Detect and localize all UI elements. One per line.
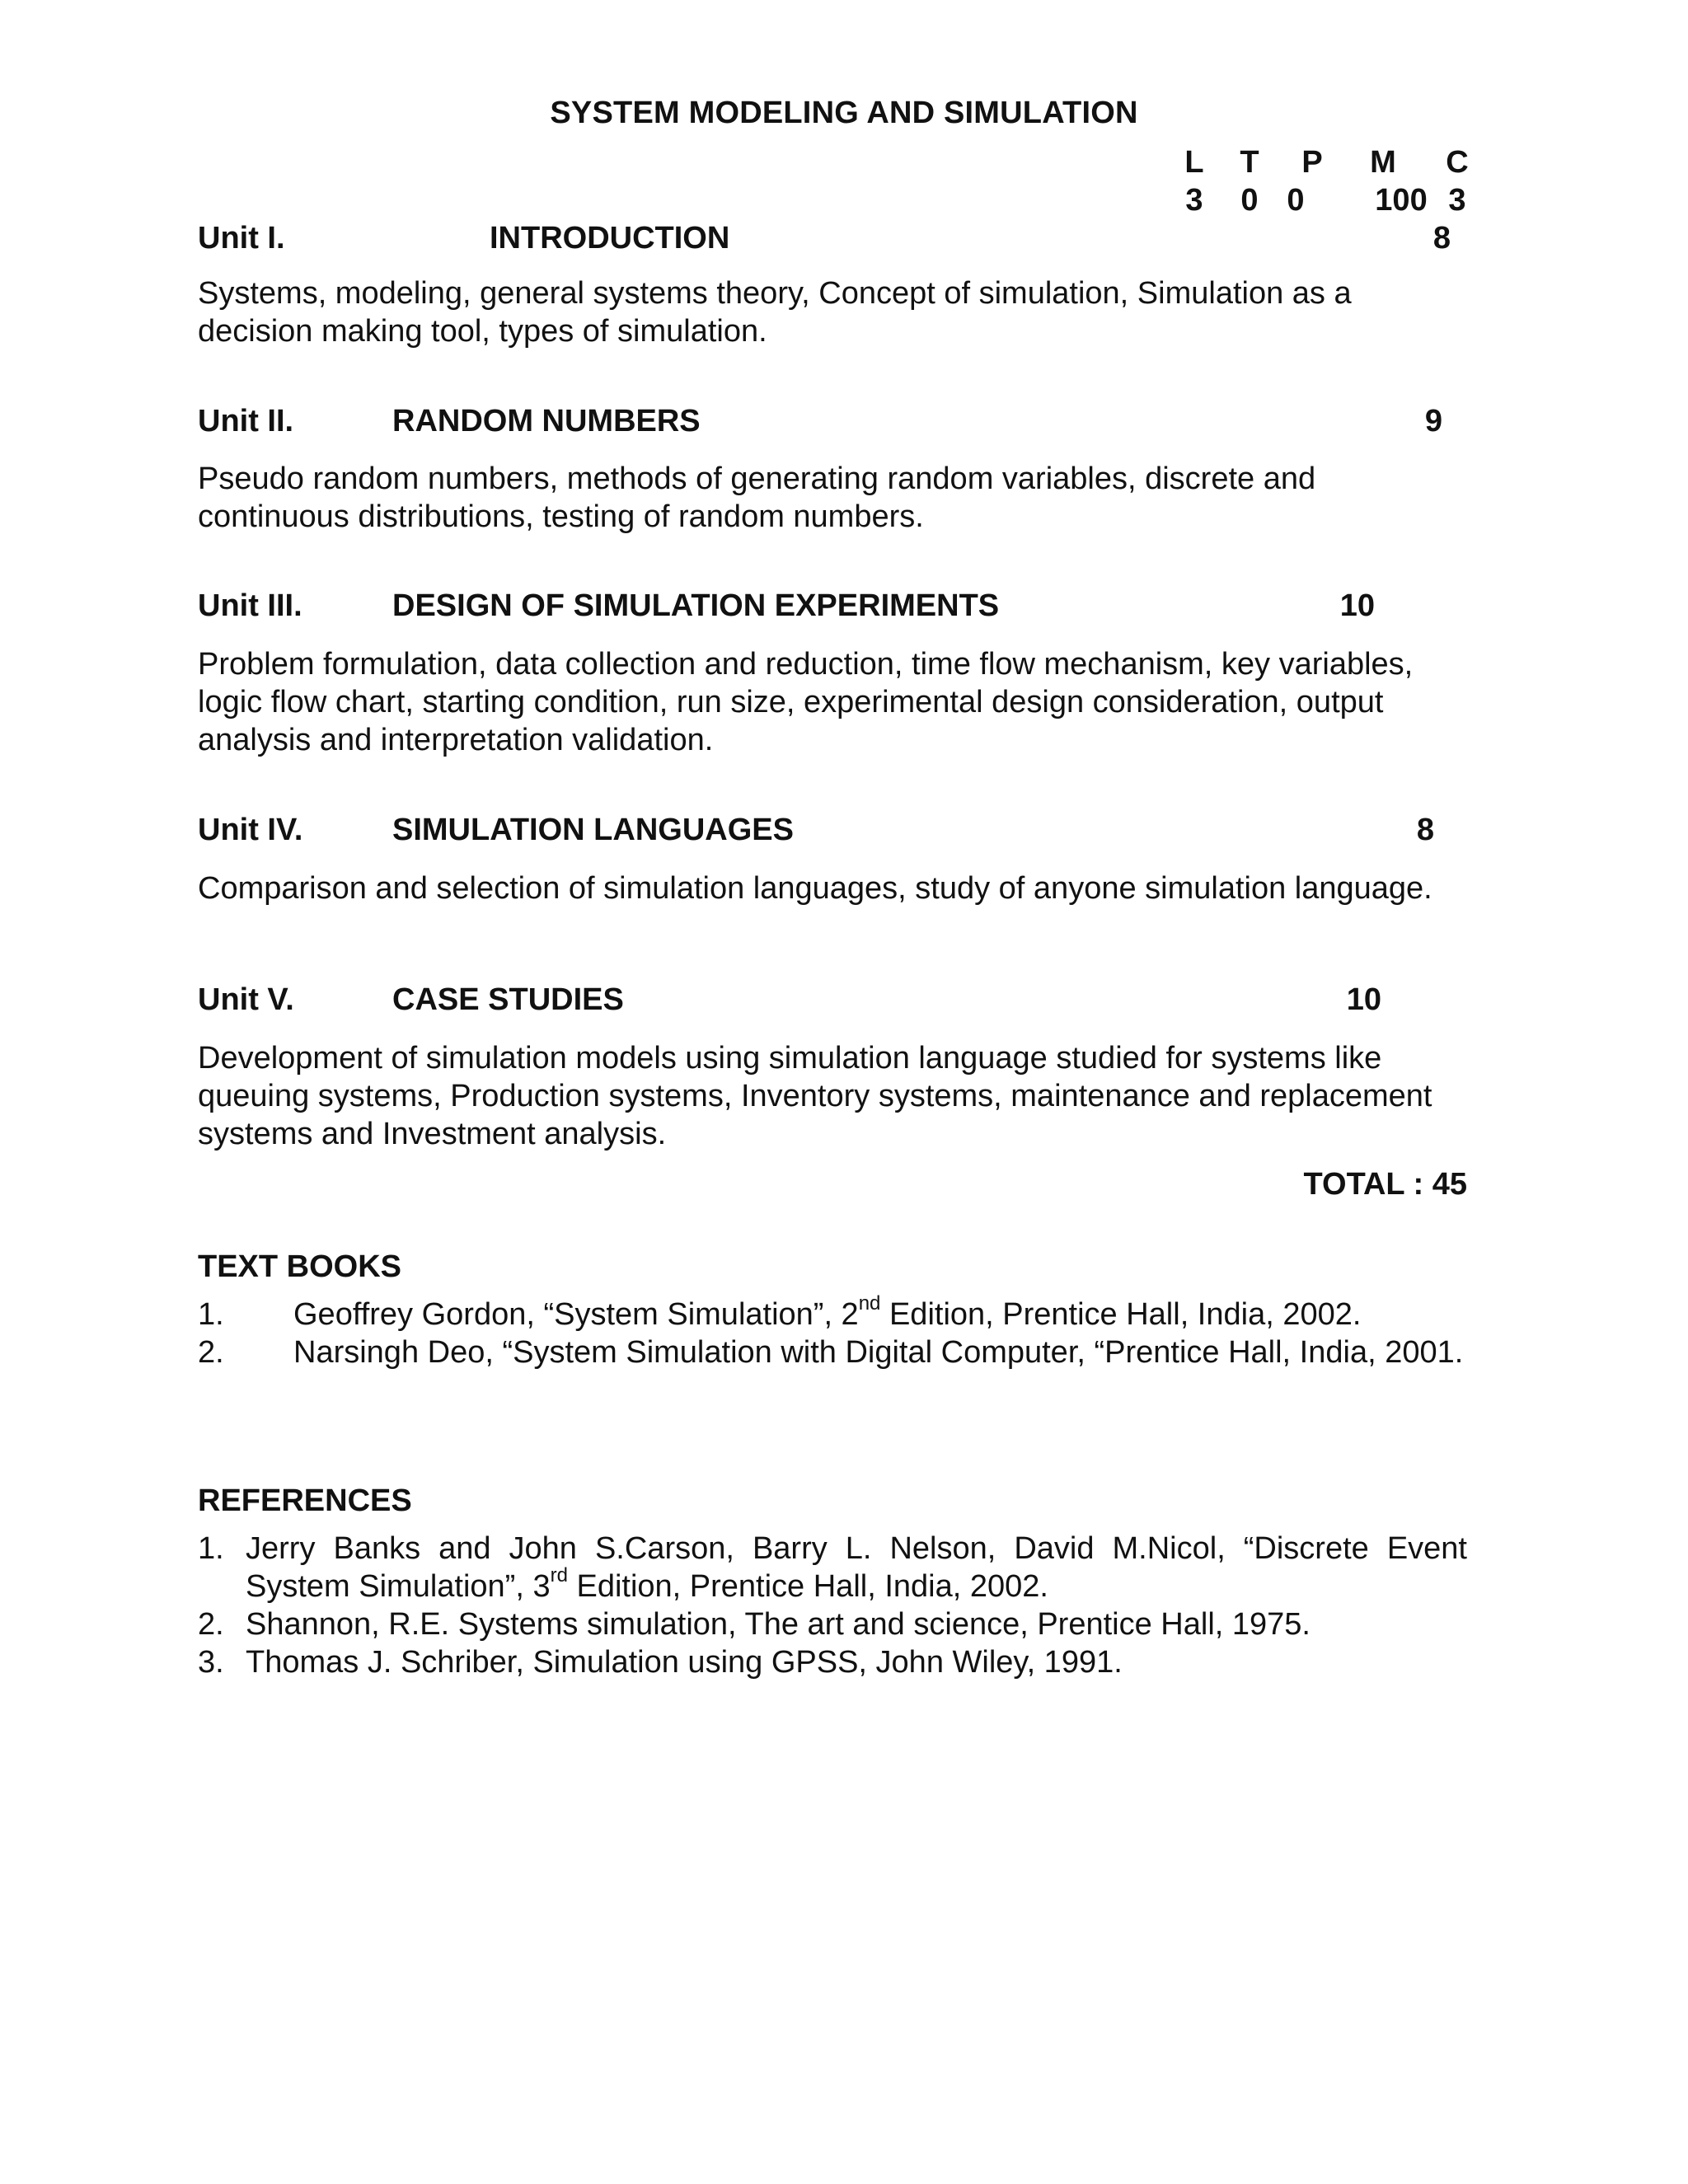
unit-hours: 8 — [1416, 813, 1434, 847]
unit-content: Pseudo random numbers, methods of generating random variables, discrete and continuous distributions, testing of random numbers. — [198, 462, 1316, 534]
credit-header-m: M — [1370, 145, 1396, 180]
list-text: Shannon, R.E. Systems simulation, The art and science, Prentice Hall, 1975. — [246, 1607, 1311, 1642]
credit-header-t: T — [1240, 145, 1259, 180]
credit-header-l: L — [1184, 145, 1204, 180]
text-part: Geoffrey Gordon, “System Simulation”, 2 — [293, 1297, 859, 1332]
credit-value-p: 0 — [1287, 183, 1305, 218]
section-heading: REFERENCES — [198, 1483, 412, 1518]
section-heading: TEXT BOOKS — [198, 1249, 402, 1284]
unit-title: SIMULATION LANGUAGES — [392, 813, 794, 847]
credit-header-c: C — [1446, 145, 1469, 180]
text-part: System Simulation”, 3 — [246, 1569, 551, 1604]
unit-label: Unit IV. — [198, 813, 303, 847]
unit-content — [198, 869, 1467, 907]
unit-title: DESIGN OF SIMULATION EXPERIMENTS — [392, 588, 1000, 623]
unit-hours: 10 — [1346, 982, 1381, 1017]
unit-content-text: Comparison and selection of simulation languages, study of anyone simulation language. — [198, 871, 1432, 906]
unit-label: Unit V. — [198, 982, 294, 1017]
unit-hours: 8 — [1432, 221, 1451, 255]
unit-hours: 9 — [1424, 404, 1442, 438]
unit-title: INTRODUCTION — [490, 221, 730, 255]
list-text: Narsingh Deo, “System Simulation with Digital Computer, “Prentice Hall, India, 2001. — [293, 1335, 1464, 1370]
list-number: 1. — [198, 1531, 224, 1566]
total-hours: TOTAL : 45 — [1303, 1167, 1467, 1202]
unit-label: Unit III. — [198, 588, 302, 623]
list-number: 1. — [198, 1297, 224, 1332]
credit-value-l: 3 — [1185, 183, 1203, 218]
unit-label: Unit II. — [198, 404, 294, 438]
page-title: SYSTEM MODELING AND SIMULATION — [550, 96, 1138, 130]
credit-value-t: 0 — [1240, 183, 1259, 218]
credit-value-c: 3 — [1448, 183, 1466, 218]
list-text: Thomas J. Schriber, Simulation using GPSS, John Wiley, 1991. — [246, 1645, 1123, 1680]
unit-content: Problem formulation, data collection and reduction, time flow mechanism, key variables, logic flow chart, starting condition, run size, experimental design consideration, output analysis and interpretation validation. — [198, 647, 1414, 757]
unit-hours: 10 — [1339, 588, 1375, 623]
list-number: 2. — [198, 1607, 224, 1642]
text-part: Edition, Prentice Hall, India, 2002. — [880, 1297, 1362, 1332]
unit-title: CASE STUDIES — [392, 982, 624, 1017]
list-text — [293, 1292, 1467, 1333]
list-item — [0, 1643, 1688, 1681]
credit-value-m: 100 — [1375, 183, 1428, 218]
superscript: rd — [550, 1564, 568, 1587]
list-item — [0, 1333, 1688, 1409]
list-number: 2. — [198, 1335, 224, 1370]
text-part: Edition, Prentice Hall, India, 2002. — [567, 1569, 1048, 1604]
unit-label: Unit I. — [198, 221, 285, 255]
list-item — [0, 1530, 1688, 1605]
list-number: 3. — [198, 1645, 224, 1680]
unit-content: Systems, modeling, general systems theory, Concept of simulation, Simulation as a decision making tool, types of simulation. — [198, 276, 1352, 349]
superscript: nd — [858, 1292, 881, 1315]
list-item — [0, 1605, 1688, 1643]
list-text-line: Jerry Banks and John S.Carson, Barry L. Nelson, David M.Nicol, “Discrete Event — [246, 1531, 1467, 1566]
unit-title: RANDOM NUMBERS — [392, 404, 701, 438]
unit-content: Development of simulation models using simulation language studied for systems like queuing systems, Production systems, Inventory systems, maintenance and replacement systems and Investment analysis. — [198, 1041, 1432, 1151]
list-text-line — [246, 1564, 1048, 1605]
list-item — [0, 1292, 1688, 1333]
credit-header-p: P — [1301, 145, 1323, 180]
